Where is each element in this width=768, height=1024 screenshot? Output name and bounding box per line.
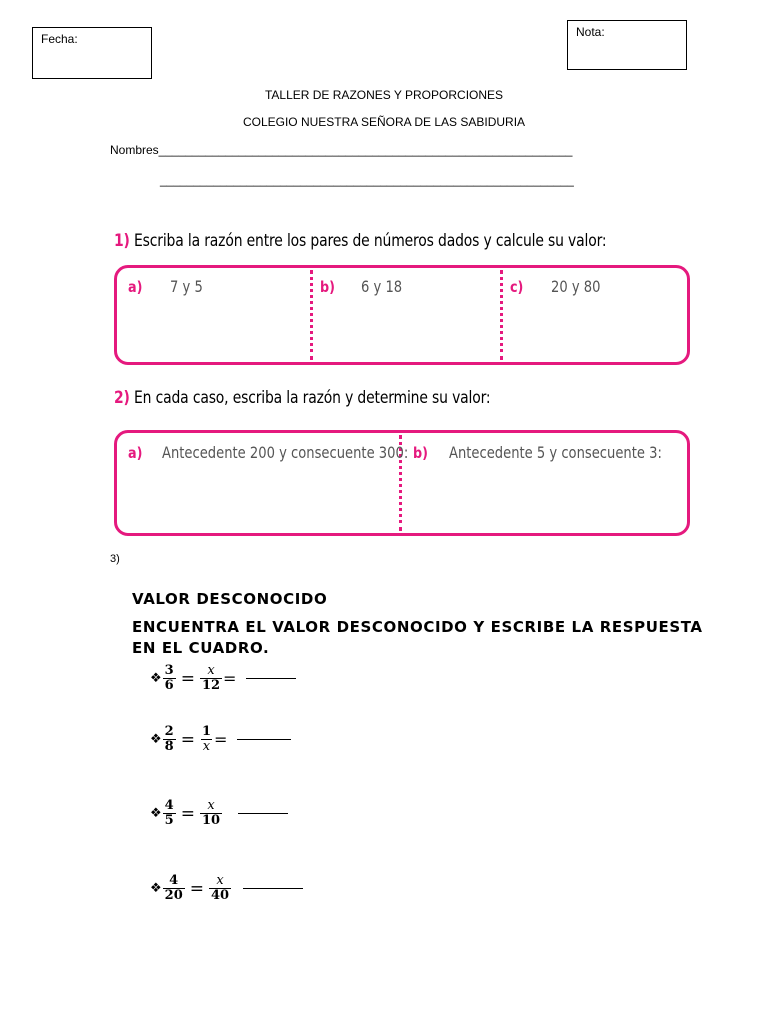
question-3-heading: VALOR DESCONOCIDO bbox=[132, 590, 328, 608]
nombres-second-line: ______________________________________________________________ bbox=[160, 173, 574, 187]
fraction-left bbox=[163, 664, 176, 693]
bullet-diamond-icon: ❖ bbox=[150, 671, 162, 686]
numerator: x bbox=[216, 873, 224, 888]
question-1-title bbox=[114, 231, 606, 251]
denominator: x bbox=[202, 739, 211, 754]
q1-item-c-label: c) bbox=[510, 278, 524, 296]
trailing-equals: = bbox=[223, 669, 237, 688]
bullet-diamond-icon: ❖ bbox=[150, 732, 162, 747]
numerator: 4 bbox=[164, 798, 174, 813]
question-1-divider-1 bbox=[310, 270, 313, 360]
denominator: 20 bbox=[164, 888, 183, 903]
question-1-text: Escriba la razón entre los pares de números dados y calcule su valor: bbox=[134, 231, 607, 251]
trailing-equals: = bbox=[214, 730, 228, 749]
question-2-title bbox=[114, 388, 490, 408]
q2-item-b-value: Antecedente 5 y consecuente 3: bbox=[449, 443, 662, 462]
document-title: TALLER DE RAZONES Y PROPORCIONES bbox=[264, 88, 504, 102]
fraction-right bbox=[200, 725, 213, 754]
question-3-instruction-line-2: EN EL CUADRO. bbox=[132, 639, 270, 657]
exercise-4 bbox=[150, 874, 303, 903]
exercise-1 bbox=[150, 664, 296, 693]
q1-item-b-value: 6 y 18 bbox=[361, 277, 403, 296]
fecha-label: Fecha: bbox=[41, 32, 78, 46]
question-2-number: 2) bbox=[114, 388, 130, 408]
question-3-number: 3) bbox=[110, 553, 120, 565]
exercise-2 bbox=[150, 725, 291, 754]
q1-item-a-label: a) bbox=[128, 278, 143, 296]
numerator: 2 bbox=[164, 724, 174, 739]
numerator: 3 bbox=[164, 663, 174, 678]
q2-item-b-label: b) bbox=[413, 444, 428, 462]
numerator: 4 bbox=[169, 873, 179, 888]
equals-sign: = bbox=[189, 878, 204, 899]
denominator: 6 bbox=[164, 678, 174, 693]
bullet-diamond-icon: ❖ bbox=[150, 806, 162, 821]
q2-item-a-label: a) bbox=[128, 444, 143, 462]
fraction-right bbox=[200, 799, 222, 828]
question-1-divider-2 bbox=[500, 270, 503, 360]
fecha-box[interactable] bbox=[32, 27, 152, 79]
question-3-instruction-line-1: ENCUENTRA EL VALOR DESCONOCIDO Y ESCRIBE LA RESPUESTA bbox=[132, 618, 703, 636]
answer-blank[interactable] bbox=[238, 813, 288, 814]
denominator: 12 bbox=[201, 678, 221, 693]
fraction-left bbox=[163, 799, 176, 828]
denominator: 10 bbox=[201, 813, 221, 828]
equals-sign: = bbox=[180, 668, 195, 689]
answer-blank[interactable] bbox=[237, 739, 291, 740]
answer-blank[interactable] bbox=[246, 678, 296, 679]
school-name: COLEGIO NUESTRA SEÑORA DE LAS SABIDURIA bbox=[242, 115, 526, 129]
bullet-diamond-icon: ❖ bbox=[150, 881, 162, 896]
q1-item-c-value: 20 y 80 bbox=[551, 277, 601, 296]
equals-sign: = bbox=[180, 803, 195, 824]
equals-sign: = bbox=[180, 729, 195, 750]
q1-item-a-value: 7 y 5 bbox=[170, 277, 203, 296]
numerator: 1 bbox=[201, 724, 211, 739]
denominator: 5 bbox=[164, 813, 174, 828]
answer-blank[interactable] bbox=[243, 888, 303, 889]
q1-item-b-label: b) bbox=[320, 278, 335, 296]
fraction-left bbox=[163, 874, 185, 903]
nota-box[interactable] bbox=[567, 20, 687, 70]
fraction-left bbox=[163, 725, 176, 754]
fraction-right bbox=[209, 874, 231, 903]
numerator: x bbox=[207, 663, 215, 678]
question-2-text: En cada caso, escriba la razón y determine su valor: bbox=[134, 388, 491, 408]
nota-label: Nota: bbox=[576, 25, 605, 39]
denominator: 8 bbox=[164, 739, 174, 754]
nombres-line: Nombres______________________________________________________________ bbox=[110, 143, 573, 157]
denominator: 40 bbox=[211, 888, 230, 903]
fraction-right bbox=[200, 664, 222, 693]
question-1-number: 1) bbox=[114, 231, 130, 251]
exercise-3 bbox=[150, 799, 288, 828]
numerator: x bbox=[207, 798, 215, 813]
q2-item-a-value: Antecedente 200 y consecuente 300: bbox=[162, 443, 409, 462]
